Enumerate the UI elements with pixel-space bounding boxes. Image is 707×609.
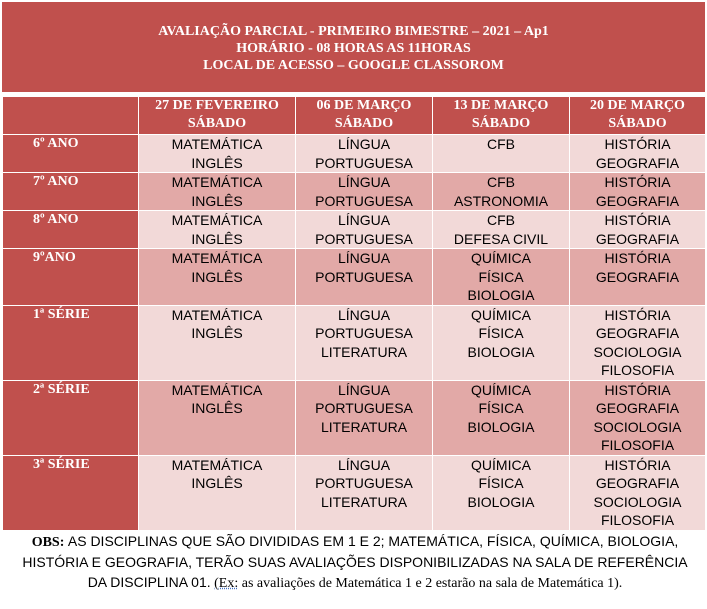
schedule-cell	[570, 173, 706, 211]
column-header-date-2	[296, 97, 433, 135]
schedule-cell	[296, 249, 433, 306]
column-weekday: SÁBADO	[471, 116, 531, 131]
subject-name: INGLÊS	[191, 230, 243, 247]
subject-name: HISTÓRIA	[604, 250, 671, 266]
table-body	[3, 135, 706, 531]
subject-name: LÍNGUA	[337, 174, 391, 190]
row-header-grade: 7º ANO	[3, 173, 139, 211]
schedule-cell	[433, 380, 570, 455]
subject-name: HISTÓRIA	[604, 174, 671, 190]
subject-name: LITERATURA	[320, 343, 408, 360]
schedule-cell	[433, 455, 570, 530]
subject-name: GEOGRAFIA	[595, 230, 680, 247]
schedule-cell	[296, 173, 433, 211]
subject-name: QUÍMICA	[471, 306, 531, 323]
subject-name: PORTUGUESA	[315, 192, 413, 209]
subject-name: CFB	[487, 136, 515, 152]
schedule-cell	[570, 380, 706, 455]
schedule-cell	[139, 305, 296, 380]
table-row	[3, 455, 706, 530]
subject-name: HISTÓRIA	[604, 456, 671, 473]
subject-name: QUÍMICA	[471, 381, 531, 398]
schedule-cell	[139, 380, 296, 455]
schedule-cell	[139, 249, 296, 306]
subject-name: FILOSOFIA	[600, 437, 675, 453]
subject-name: MATEMÁTICA	[171, 212, 263, 228]
subject-name: HISTÓRIA	[604, 306, 671, 323]
subject-name: LÍNGUA	[337, 306, 391, 323]
schedule-cell	[570, 135, 706, 173]
subject-name: PORTUGUESA	[315, 325, 413, 341]
header-schedule-time: HORÁRIO - 08 HORAS AS 11HORAS	[236, 41, 471, 56]
table-corner-cell	[3, 97, 139, 135]
subject-name: FÍSICA	[478, 400, 524, 416]
row-header-grade: 9ºANO	[3, 249, 139, 306]
row-header-grade: 2ª SÉRIE	[3, 380, 139, 455]
table-row	[3, 173, 706, 211]
column-date: 20 DE MARÇO	[590, 98, 685, 113]
table-header-row	[3, 97, 706, 135]
schedule-cell	[433, 305, 570, 380]
observation-example-label: (Ex:	[214, 576, 239, 591]
table-row	[3, 135, 706, 173]
schedule-cell	[139, 455, 296, 530]
row-header-grade: 8º ANO	[3, 211, 139, 249]
column-date: 06 DE MARÇO	[316, 98, 412, 113]
subject-name: MATEMÁTICA	[171, 456, 263, 473]
subject-name: GEOGRAFIA	[595, 475, 680, 491]
subject-name: DEFESA CIVIL	[453, 230, 549, 247]
schedule-cell	[139, 135, 296, 173]
subject-name: QUÍMICA	[471, 250, 531, 266]
subject-name: MATEMÁTICA	[171, 381, 263, 398]
subject-name: FÍSICA	[478, 268, 524, 285]
subject-name: INGLÊS	[191, 400, 243, 416]
subject-name: LÍNGUA	[337, 212, 391, 228]
schedule-cell	[433, 173, 570, 211]
schedule-cell	[570, 249, 706, 306]
schedule-cell	[570, 305, 706, 380]
column-header-date-4	[570, 97, 706, 135]
exam-schedule-table	[2, 96, 706, 531]
subject-name: LITERATURA	[320, 418, 408, 435]
subject-name: HISTÓRIA	[604, 381, 671, 398]
subject-name: FÍSICA	[478, 475, 524, 491]
header-title: AVALIAÇÃO PARCIAL - PRIMEIRO BIMESTRE – 2021 – Ap1	[158, 24, 549, 39]
subject-name: HISTÓRIA	[604, 212, 671, 228]
row-header-grade: 1ª SÉRIE	[3, 305, 139, 380]
observation-note	[20, 532, 690, 594]
subject-name: CFB	[487, 174, 515, 190]
subject-name: INGLÊS	[191, 192, 243, 209]
subject-name: HISTÓRIA	[604, 136, 671, 152]
column-date: 27 DE FEVEREIRO	[155, 98, 279, 113]
subject-name: INGLÊS	[191, 154, 243, 171]
column-header-date-3	[433, 97, 570, 135]
table-row	[3, 305, 706, 380]
schedule-cell	[296, 455, 433, 530]
subject-name: FILOSOFIA	[600, 512, 675, 528]
schedule-cell	[296, 211, 433, 249]
subject-name: SOCIOLOGIA	[593, 418, 682, 435]
subject-name: ASTRONOMIA	[453, 192, 549, 209]
subject-name: GEOGRAFIA	[595, 154, 680, 171]
row-header-grade: 3ª SÉRIE	[3, 455, 139, 530]
subject-name: PORTUGUESA	[315, 154, 413, 171]
table-row	[3, 249, 706, 306]
subject-name: LÍNGUA	[337, 456, 391, 473]
subject-name: BIOLOGIA	[467, 343, 535, 360]
subject-name: INGLÊS	[191, 475, 243, 491]
observation-body: AS DISCIPLINAS QUE SÃO DIVIDIDAS EM 1 E 2; MATEMÁTICA, FÍSICA, QUÍMICA, BIOLOGIA, HISTÓRIA E GEOGRAFIA, TERÃO SUAS AVALIAÇÕES DISPONIBILIZADAS NA SALA DE REFERÊNCIA DA DISCIPLINA 01.	[22, 533, 688, 590]
subject-name: LÍNGUA	[337, 250, 391, 266]
subject-name: LITERATURA	[320, 493, 408, 510]
subject-name: CFB	[487, 212, 515, 228]
schedule-cell	[296, 380, 433, 455]
subject-name: BIOLOGIA	[467, 493, 535, 510]
schedule-cell	[570, 455, 706, 530]
subject-name: GEOGRAFIA	[595, 192, 680, 209]
subject-name: INGLÊS	[191, 325, 243, 341]
subject-name: GEOGRAFIA	[595, 325, 680, 341]
column-weekday: SÁBADO	[187, 116, 247, 131]
subject-name: QUÍMICA	[471, 456, 531, 473]
subject-name: LÍNGUA	[337, 136, 391, 152]
column-weekday: SÁBADO	[334, 116, 394, 131]
observation-example-text: as avaliações de Matemática 1 e 2 estarão na sala de Matemática 1).	[241, 576, 623, 591]
table-row	[3, 380, 706, 455]
subject-name: FÍSICA	[478, 325, 524, 341]
schedule-cell	[433, 249, 570, 306]
table-row	[3, 211, 706, 249]
subject-name: GEOGRAFIA	[595, 268, 680, 285]
subject-name: SOCIOLOGIA	[593, 493, 682, 510]
schedule-cell	[570, 211, 706, 249]
subject-name: PORTUGUESA	[315, 268, 413, 285]
subject-name: SOCIOLOGIA	[593, 343, 682, 360]
subject-name: MATEMÁTICA	[171, 174, 263, 190]
column-date: 13 DE MARÇO	[453, 98, 549, 113]
schedule-cell	[139, 173, 296, 211]
subject-name: BIOLOGIA	[467, 287, 535, 303]
subject-name: BIOLOGIA	[467, 418, 535, 435]
subject-name: MATEMÁTICA	[171, 250, 263, 266]
subject-name: MATEMÁTICA	[171, 306, 263, 323]
column-header-date-1	[139, 97, 296, 135]
subject-name: FILOSOFIA	[600, 362, 675, 378]
subject-name: GEOGRAFIA	[595, 400, 680, 416]
schedule-cell	[296, 135, 433, 173]
column-weekday: SÁBADO	[608, 116, 667, 131]
subject-name: MATEMÁTICA	[171, 136, 263, 152]
row-header-grade: 6º ANO	[3, 135, 139, 173]
subject-name: PORTUGUESA	[315, 400, 413, 416]
subject-name: LÍNGUA	[337, 381, 391, 398]
document-header	[2, 2, 705, 92]
header-access-location: LOCAL DE ACESSO – GOOGLE CLASSOROM	[203, 58, 504, 73]
schedule-cell	[139, 211, 296, 249]
schedule-cell	[433, 135, 570, 173]
schedule-cell	[433, 211, 570, 249]
subject-name: PORTUGUESA	[315, 475, 413, 491]
observation-label: OBS:	[31, 535, 65, 550]
subject-name: INGLÊS	[191, 268, 243, 285]
schedule-cell	[296, 305, 433, 380]
subject-name: PORTUGUESA	[315, 230, 413, 247]
